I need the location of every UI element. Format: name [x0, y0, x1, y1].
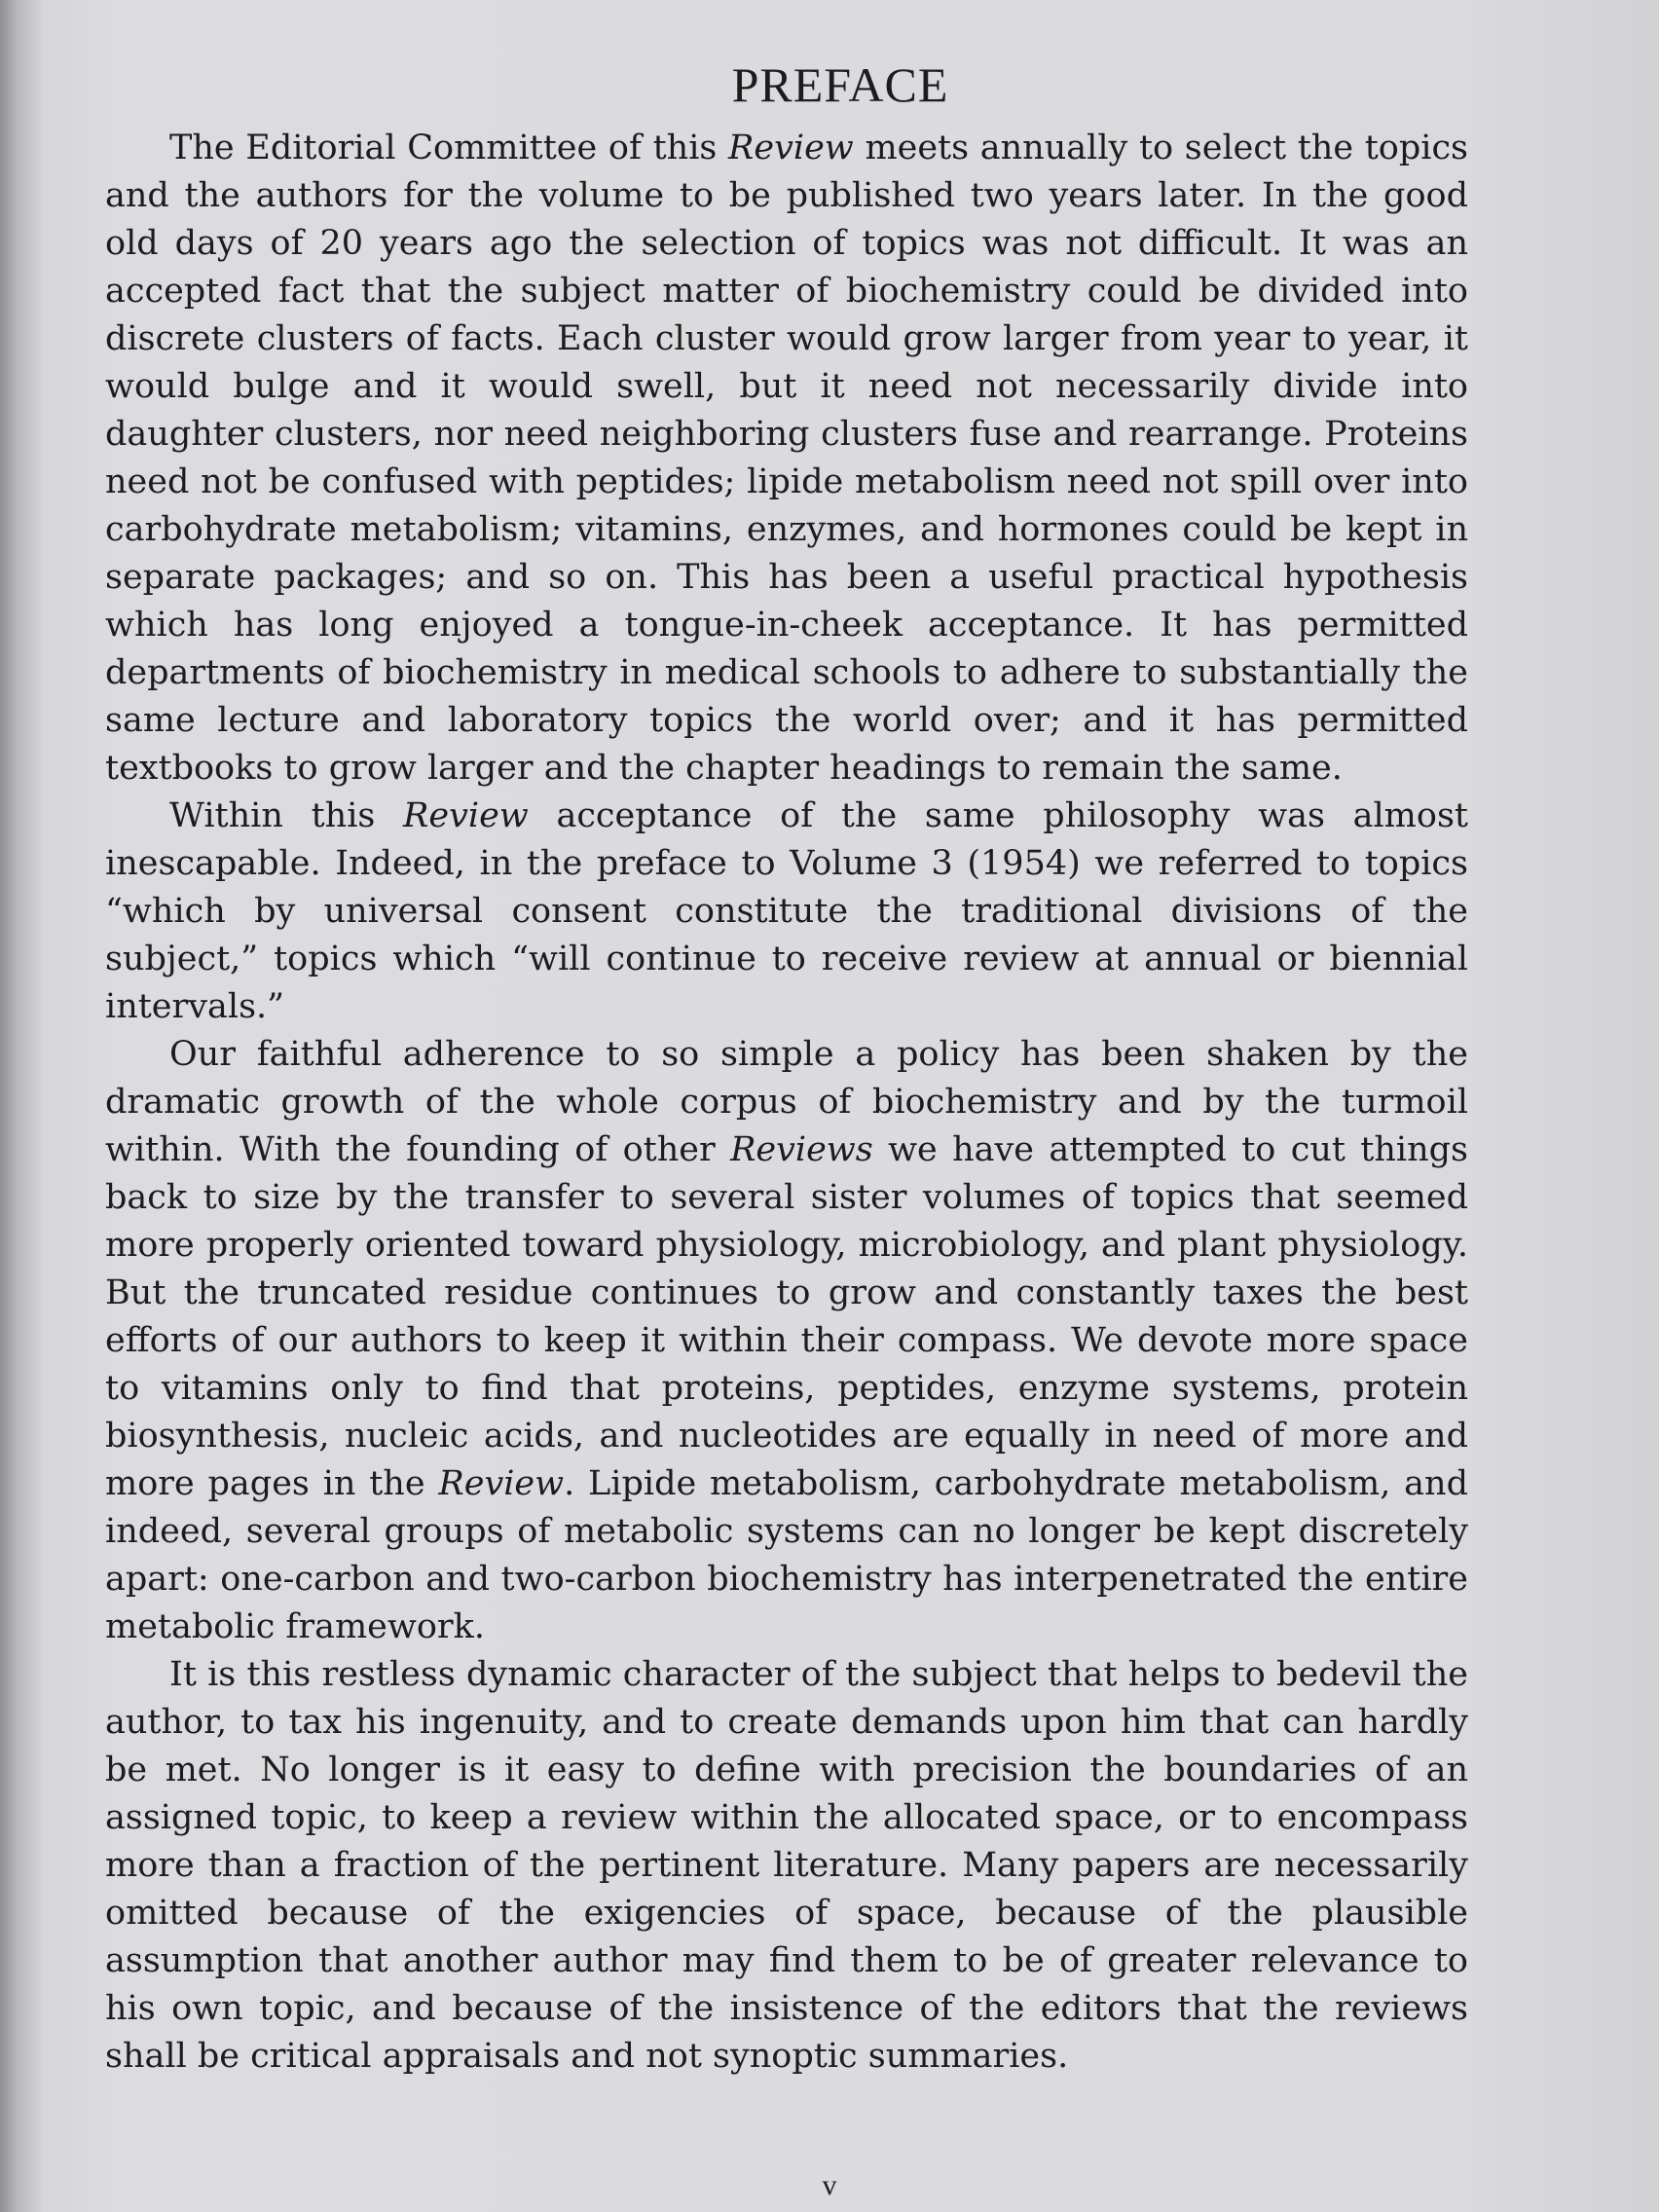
paragraph	[105, 793, 1468, 1031]
italic-text: Review	[403, 796, 529, 835]
paragraph	[105, 1651, 1468, 2081]
paragraph-text: . Lipide metabolism, carbohydrate metabolism, and indeed, several groups of metabolic systems can no longer be kept discretely apart: one-carbon and two-carbon biochemistry has interpenetrated the entire metabolic framework.	[105, 1464, 1468, 1646]
body-text	[105, 125, 1468, 2081]
paragraph-text: acceptance of the same philosophy was almost inescapable. Indeed, in the preface to Volume 3 (1954) we referred to topics “which by universal consent constitute the traditional divisions of the subject,” topics which “will continue to receive review at annual or biennial intervals.”	[105, 796, 1468, 1026]
paragraph-text: meets annually to select the topics and the authors for the volume to be published two years later. In the good old days of 20 years ago the selection of topics was not difficult. It was an accepted fact that the subject matter of biochemistry could be divided into discrete clusters of facts. Each cluster would grow larger from year to year, it would bulge and it would swell, but it need not necessarily divide into daughter clusters, nor need neighboring clusters fuse and rearrange. Proteins need not be confused with peptides; lipide metabolism need not spill over into carbohydrate metabolism; vitamins, enzymes, and hormones could be kept in separate packages; and so on. This has been a useful practical hypothesis which has long enjoyed a tongue-in-cheek acceptance. It has permitted departments of biochemistry in medical schools to adhere to substantially the same lecture and laboratory topics the world over; and it has permitted textbooks to grow larger and the chapter headings to remain the same.	[105, 129, 1469, 788]
paragraph-text: The Editorial Committee of this	[169, 129, 729, 167]
italic-text: Reviews	[730, 1130, 873, 1169]
italic-text: Review	[728, 129, 854, 167]
paragraph	[105, 1031, 1468, 1651]
paragraph-text: Within this	[169, 796, 404, 835]
paragraph-text: Our faithful adherence to so simple a policy has been shaken by the dramatic growth of the whole corpus of biochemistry and by the turmoil within. With the founding of other	[105, 1035, 1468, 1169]
italic-text: Review	[438, 1464, 565, 1503]
paragraph	[105, 125, 1468, 793]
page-number: v	[822, 2169, 837, 2201]
text-block	[105, 56, 1468, 2081]
paragraph-text: It is this restless dynamic character of the subject that helps to bedevil the author, to tax his ingenuity, and to create demands upon him that can hardly be met. No longer is it easy to define with precision the boundaries of an assigned topic, to keep a review within the allocated space, or to encompass more than a fraction of the pertinent literature. Many papers are necessarily omitted because of the exigencies of space, because of the plausible assumption that another author may find them to be of greater relevance to his own topic, and because of the insistence of the editors that the reviews shall be critical appraisals and not synoptic summaries.	[105, 1655, 1468, 2076]
page-title: PREFACE	[731, 57, 949, 112]
paragraph-text: we have attempted to cut things back to size by the transfer to several sister volumes of topics that seemed more properly oriented toward physiology, microbiology, and plant physiology. But the truncated residue continues to grow and constantly taxes the best efforts of our authors to keep it within their compass. We devote more space to vitamins only to find that proteins, peptides, enzyme systems, protein biosynthesis, nucleic acids, and nucleotides are equally in need of more and more pages in the	[105, 1130, 1468, 1503]
